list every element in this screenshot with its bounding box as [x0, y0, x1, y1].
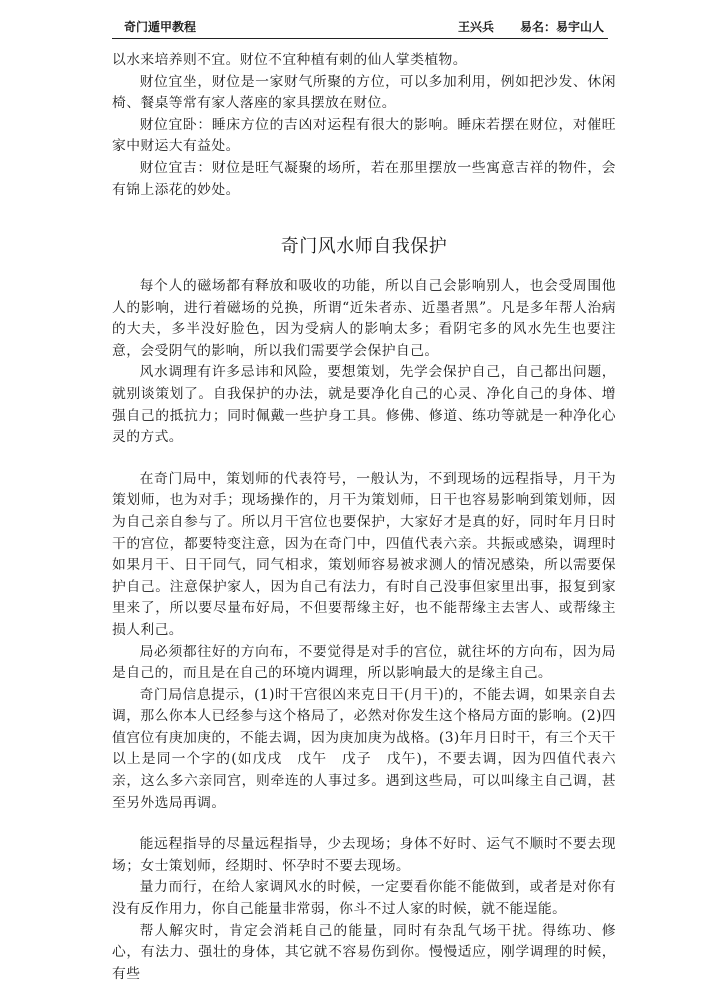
section-title: 奇门风水师自我保护: [280, 236, 448, 257]
paragraph: 量力而行，在给人家调风水的时候，一定要看你能不能做到，或者是对你有没有反作用力，你自己能量非常弱，你斗不过人家的时候，就不能逞能。: [112, 879, 616, 918]
paragraph: 风水调理有许多忌讳和风险，要想策划，先学会保护自己，自己都出问题，就别谈策划了。自我保护的办法，就是要净化自己的心灵、净化自己的身体、增强自己的抵抗力；同时佩戴一些护身工具。修佛、修道、练功等就是一种净化心灵的方式。: [112, 364, 616, 446]
alias-name: 易宇山人: [555, 20, 604, 34]
book-title: 奇门遁甲教程: [124, 20, 197, 34]
paragraph-gap: [112, 814, 616, 834]
alias-label: 易名：: [519, 20, 556, 34]
section-text-block: [112, 276, 616, 985]
paragraph: 每个人的磁场都有释放和吸收的功能，所以自己会影响别人，也会受周围他人的影响，进行着磁场的兑换，所谓“近朱者赤、近墨者黑”。凡是多年帮人治病的大夫，多半没好脸色，因为受病人的影响太多；看阴宅多的风水先生也要注意，会受阴气的影响，所以我们需要学会保护自己。: [112, 278, 616, 359]
author-name: 王兴兵: [457, 20, 494, 34]
paragraph: 财位宜吉：财位是旺气凝聚的场所，若在那里摆放一些寓意吉祥的物件，会有锦上添花的妙处。: [112, 159, 616, 198]
paragraph: 帮人解灾时，肯定会消耗自己的能量，同时有杂乱气场干扰。得练功、修心，有法力、强壮的身体，其它就不容易伤到你。慢慢适应，刚学调理的时候，有些: [112, 922, 616, 982]
paragraph: 财位宜卧：睡床方位的吉凶对运程有很大的影响。睡床若摆在财位，对催旺家中财运大有益处。: [112, 116, 616, 155]
paragraph: 在奇门局中，策划师的代表符号，一般认为，不到现场的远程指导，月干为策划师，也为对手；现场操作的，月干为策划师，日干也容易影响到策划师，因为自己亲自参与了。所以月干宫位也要保护，大家好才是真的好，同时年月日时干的宫位，都要特变注意，因为在奇门中，四值代表六亲。共振或感染，调理时如果月干、日干同气，同气相求，策划师容易被求测人的情况感染，所以需要保护自己。注意保护家人，因为自己有法力，有时自己没事但家里出事，报复到家里来了，所以要尽量布好局，不但要帮缘主好，也不能帮缘主去害人、或帮缘主损人利己。: [112, 470, 616, 638]
top-text-block: [112, 50, 616, 201]
paragraph: 奇门局信息提示，(1)时干宫很凶来克日干(月干)的，不能去调，如果亲自去调，那么你本人已经参与这个格局了，必然对你发生这个格局方面的影响。(2)四值宫位有庚加庚的，不能去调，因为庚加庚为战格。(3)年月日时干，有三个天干以上是同一个字的(如戊戌 戊午 戊子 戊午)，不要去调，因为四值代表六亲，这么多六亲同宫，则牵连的人事过多。遇到这些局，可以叫缘主自己调，甚至另外选局再调。: [112, 686, 616, 811]
running-header: [112, 16, 608, 39]
paragraph: 财位宜坐，财位是一家财气所聚的方位，可以多加利用，例如把沙发、休闲椅、餐桌等常有家人落座的家具摆放在财位。: [112, 73, 616, 112]
paragraph: 能远程指导的尽量远程指导，少去现场；身体不好时、运气不顺时不要去现场；女士策划师，经期时、怀孕时不要去现场。: [112, 836, 616, 874]
author-info: [436, 18, 604, 35]
paragraph-gap: [112, 449, 616, 469]
paragraph: 以水来培养则不宜。财位不宜种植有刺的仙人掌类植物。: [112, 52, 467, 68]
paragraph: 局必须都往好的方向布，不要觉得是对手的宫位，就往坏的方向布，因为局是自己的，而且是在自己的环境内调理，所以影响最大的是缘主自己。: [112, 643, 616, 682]
